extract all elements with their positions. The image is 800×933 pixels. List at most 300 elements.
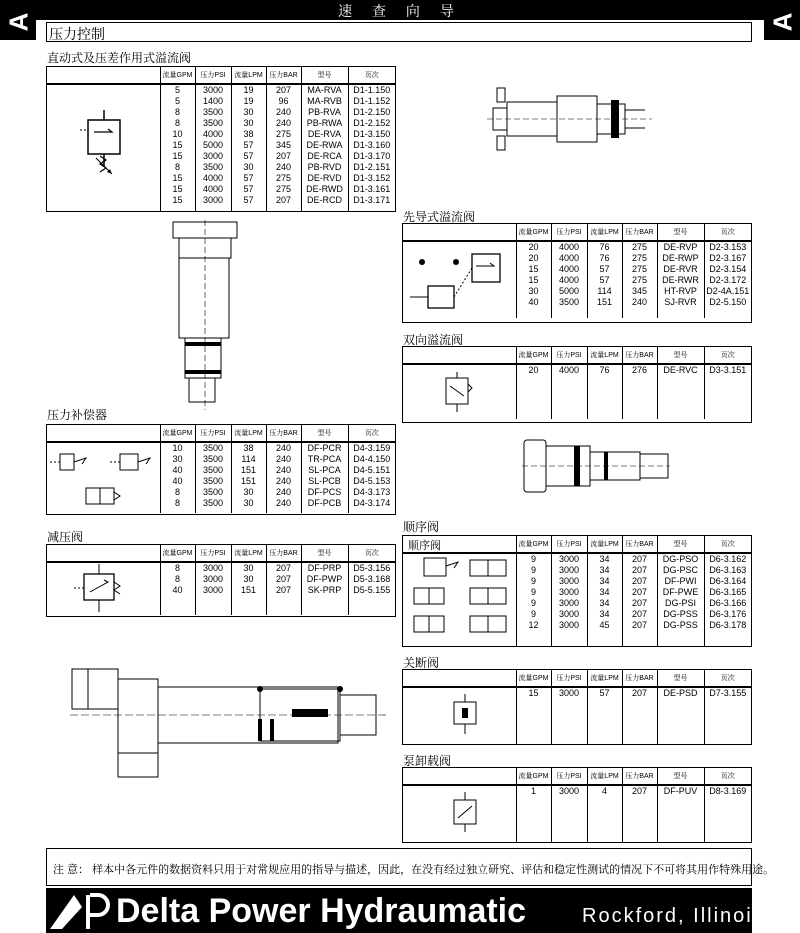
symbol-column-header <box>47 425 160 442</box>
column-header-lpm: 流量LPM <box>587 224 622 241</box>
table-cell: 3000 <box>202 195 224 205</box>
table-cell: 30 <box>243 107 254 117</box>
column-header-model: 型号 <box>657 224 704 241</box>
table-cell: 151 <box>596 297 613 307</box>
table-cell: 207 <box>631 688 648 698</box>
table-cell: DE-RVA <box>307 129 342 139</box>
column-values-page <box>704 687 751 744</box>
column-values-page <box>704 364 751 419</box>
table-cell: 57 <box>243 151 254 161</box>
table-cell: 151 <box>240 476 257 486</box>
column-values-model <box>301 442 348 513</box>
table-cell: 15 <box>172 173 183 183</box>
table-cell: 8 <box>174 563 180 573</box>
shutoff-valve-symbol <box>448 694 484 734</box>
column-header-lpm: 流量LPM <box>587 347 622 364</box>
column-values-model <box>301 562 348 615</box>
table-title-bidirectional-relief: 双向溢流阀 <box>403 333 464 347</box>
table-cell: 20 <box>528 365 539 375</box>
table-cell: 207 <box>631 786 648 796</box>
table-cell: 57 <box>243 173 254 183</box>
table-cell: 3000 <box>558 786 580 796</box>
table-cell: 3000 <box>558 565 580 575</box>
symbol-column-header <box>403 224 516 241</box>
pressure-reducing-symbol <box>70 564 136 612</box>
column-values-lpm <box>587 785 622 842</box>
table-cell: 4 <box>601 786 607 796</box>
table-cell: 207 <box>631 620 648 630</box>
table-cell: 34 <box>599 609 610 619</box>
column-header-psi: 压力PSI <box>551 768 587 785</box>
table-cell: 345 <box>275 140 292 150</box>
column-values-bar <box>622 553 657 646</box>
table-cell: 207 <box>631 576 648 586</box>
table-cell: DF-PCR <box>307 443 342 453</box>
table-cell: 8 <box>174 498 180 508</box>
brand-name: Delta Power Hydraumatic <box>116 892 527 930</box>
table-cell: D1-3.171 <box>353 195 391 205</box>
column-header-page: 页次 <box>348 425 395 442</box>
column-values-lpm <box>231 84 266 211</box>
table-cell: 40 <box>172 476 183 486</box>
table-cell: DE-RCA <box>307 151 342 161</box>
column-values-gpm <box>516 687 551 744</box>
table-cell: DF-PWE <box>662 587 699 597</box>
column-header-bar: 压力BAR <box>266 545 301 562</box>
column-values-psi <box>195 442 231 513</box>
table-cell: 240 <box>275 118 292 128</box>
table-cell: 10 <box>172 443 183 453</box>
table-cell: 275 <box>631 242 648 252</box>
column-header-lpm: 流量LPM <box>587 670 622 687</box>
column-values-bar <box>622 364 657 419</box>
table-cell: 3500 <box>202 465 224 475</box>
column-values-psi <box>195 562 231 615</box>
table-cell: DE-RWR <box>662 275 699 285</box>
table-cell: DG-PSO <box>662 554 699 564</box>
column-values-psi <box>551 364 587 419</box>
table-cell: 30 <box>243 487 254 497</box>
section-title-bar <box>46 22 752 42</box>
table-cell: 30 <box>528 286 539 296</box>
section-title: 压力控制 <box>49 26 105 42</box>
table-cell: 240 <box>275 487 292 497</box>
column-header-lpm: 流量LPM <box>231 425 266 442</box>
column-values-bar <box>266 442 301 513</box>
column-header-gpm: 流量GPM <box>160 545 195 562</box>
table-cell: DF-PWI <box>664 576 697 586</box>
column-values-gpm <box>516 553 551 646</box>
table-cell: 4000 <box>558 264 580 274</box>
table-cell: 240 <box>275 454 292 464</box>
table-cell: 275 <box>275 129 292 139</box>
table-cell: 3500 <box>202 476 224 486</box>
column-header-gpm: 流量GPM <box>516 536 551 553</box>
table-cell: 207 <box>275 151 292 161</box>
table-cell: 240 <box>275 465 292 475</box>
table-cell: 114 <box>241 454 256 464</box>
table-cell: 4000 <box>558 253 580 263</box>
table-cell: D7-3.155 <box>709 688 747 698</box>
table-cell: 40 <box>528 297 539 307</box>
symbol-column-header <box>47 67 160 84</box>
table-cell: D1-3.170 <box>353 151 391 161</box>
column-values-page <box>348 562 395 615</box>
table-cell: 1 <box>530 786 536 796</box>
table-cell: 34 <box>599 598 610 608</box>
table-cell: 30 <box>172 454 183 464</box>
column-header-psi: 压力PSI <box>551 536 587 553</box>
table-cell: 3000 <box>558 620 580 630</box>
table-cell: 207 <box>275 585 292 595</box>
table-cell: MA-RVB <box>307 96 342 106</box>
table-cell: D2-3.172 <box>709 275 747 285</box>
table-cell: 3500 <box>558 297 580 307</box>
table-cell: D6-3.163 <box>709 565 747 575</box>
header-title: 速 查 向 导 <box>338 3 462 19</box>
table-cell: 96 <box>278 96 289 106</box>
table-cell: D4-3.173 <box>353 487 391 497</box>
top-header-bar <box>0 0 800 20</box>
table-cell: 207 <box>631 587 648 597</box>
table-cell: DG-PSS <box>663 609 698 619</box>
table-cell: 207 <box>631 554 648 564</box>
footer-bar <box>46 888 765 933</box>
table-cell: 207 <box>631 565 648 575</box>
table-cell: 76 <box>599 365 610 375</box>
column-values-page <box>704 241 751 318</box>
column-values-lpm <box>231 562 266 615</box>
table-cell: 3000 <box>202 574 224 584</box>
column-values-psi <box>551 241 587 318</box>
column-values-page <box>704 553 751 646</box>
table-cell: 8 <box>174 162 180 172</box>
table-cell: 275 <box>631 264 648 274</box>
tab-letter-right: A <box>764 4 800 40</box>
column-header-psi: 压力PSI <box>551 670 587 687</box>
table-cell: DE-RWD <box>306 184 343 194</box>
table-cell: D1-3.161 <box>353 184 391 194</box>
table-cell: 30 <box>243 563 254 573</box>
table-cell: D5-3.156 <box>353 563 391 573</box>
column-values-bar <box>266 562 301 615</box>
column-header-bar: 压力BAR <box>266 67 301 84</box>
table-cell: DE-PSD <box>663 688 698 698</box>
table-cell: 57 <box>599 275 610 285</box>
table-cell: 5 <box>174 85 180 95</box>
table-cell: PB-RVA <box>308 107 341 117</box>
table-cell: 240 <box>631 297 648 307</box>
column-header-model: 型号 <box>657 670 704 687</box>
table-cell: 207 <box>631 609 648 619</box>
table-cell: 207 <box>275 195 292 205</box>
table-cell: 3000 <box>558 587 580 597</box>
table-cell: 34 <box>599 576 610 586</box>
table-cell: SL-PCA <box>308 465 341 475</box>
column-values-model <box>301 84 348 211</box>
column-values-psi <box>551 687 587 744</box>
column-values-lpm <box>587 553 622 646</box>
table-cell: 9 <box>530 598 536 608</box>
table-cell: 57 <box>243 184 254 194</box>
table-cell: 3000 <box>202 85 224 95</box>
column-header-lpm: 流量LPM <box>231 545 266 562</box>
table-cell: 8 <box>174 118 180 128</box>
table-cell: D6-3.166 <box>709 598 747 608</box>
column-header-page: 页次 <box>348 67 395 84</box>
table-cell: HT-RVP <box>664 286 697 296</box>
column-values-gpm <box>160 84 195 211</box>
table-cell: D6-3.178 <box>709 620 747 630</box>
sequence-valve-symbols <box>404 552 516 644</box>
table-cell: 15 <box>528 275 539 285</box>
table-cell: 15 <box>528 688 539 698</box>
table-cell: 3000 <box>558 609 580 619</box>
table-cell: DE-RWA <box>306 140 343 150</box>
table-cell: D2-5.150 <box>709 297 747 307</box>
table-cell: 207 <box>275 85 292 95</box>
table-cell: 3000 <box>558 554 580 564</box>
table-cell: 9 <box>530 609 536 619</box>
column-values-page <box>348 84 395 211</box>
column-values-model <box>657 364 704 419</box>
table-cell: D4-5.153 <box>353 476 391 486</box>
column-header-gpm: 流量GPM <box>516 347 551 364</box>
table-cell: 151 <box>240 585 257 595</box>
table-cell: 9 <box>530 587 536 597</box>
column-header-gpm: 流量GPM <box>160 425 195 442</box>
table-cell: D2-3.167 <box>709 253 747 263</box>
table-cell: TR-PCA <box>307 454 342 464</box>
table-cell: 151 <box>240 465 257 475</box>
table-cell: 30 <box>243 574 254 584</box>
column-values-page <box>704 785 751 842</box>
table-cell: SL-PCB <box>308 476 341 486</box>
table-cell: 20 <box>528 242 539 252</box>
table-cell: 57 <box>599 688 610 698</box>
table-title-pilot-relief: 先导式溢流阀 <box>403 210 476 224</box>
column-header-model: 型号 <box>657 768 704 785</box>
table-title-sequence: 顺序阀 <box>403 520 440 534</box>
table-cell: 10 <box>172 129 183 139</box>
table-cell: D1-2.152 <box>353 118 391 128</box>
table-cell: 8 <box>174 487 180 497</box>
table-cell: D1-2.150 <box>353 107 391 117</box>
column-values-psi <box>195 84 231 211</box>
pilot-relief-symbol <box>410 248 510 318</box>
table-cell: 15 <box>172 140 183 150</box>
table-cell: D2-3.153 <box>709 242 747 252</box>
table-cell: 5000 <box>558 286 580 296</box>
pressure-compensator-symbols <box>50 448 158 512</box>
table-cell: D1-1.152 <box>353 96 391 106</box>
table-cell: 4000 <box>558 275 580 285</box>
column-values-model <box>657 241 704 318</box>
table-cell: 240 <box>275 107 292 117</box>
table-cell: 3000 <box>202 563 224 573</box>
table-cell: 34 <box>599 554 610 564</box>
column-header-psi: 压力PSI <box>195 425 231 442</box>
table-cell: 5000 <box>202 140 224 150</box>
column-values-gpm <box>516 364 551 419</box>
table-cell: 275 <box>275 184 292 194</box>
table-cell: 8 <box>174 107 180 117</box>
column-header-page: 页次 <box>704 224 751 241</box>
table-cell: 5 <box>174 96 180 106</box>
table-cell: DE-RVR <box>663 264 698 274</box>
table-cell: 275 <box>275 173 292 183</box>
table-cell: 9 <box>530 576 536 586</box>
column-values-gpm <box>516 241 551 318</box>
relief-valve-symbol <box>70 110 140 180</box>
table-cell: 4000 <box>202 129 224 139</box>
table-cell: 9 <box>530 565 536 575</box>
table-cell: DE-RCD <box>307 195 342 205</box>
table-cell: SK-PRP <box>307 585 342 595</box>
table-cell: 30 <box>243 118 254 128</box>
column-header-lpm: 流量LPM <box>231 67 266 84</box>
symbol-column-header <box>403 347 516 364</box>
table-cell: D3-3.151 <box>709 365 747 375</box>
table-cell: 9 <box>530 554 536 564</box>
table-cell: 114 <box>597 286 612 296</box>
table-cell: D6-3.162 <box>709 554 747 564</box>
table-cell: 207 <box>275 563 292 573</box>
table-cell: 4000 <box>558 242 580 252</box>
table-cell: PB-RVD <box>307 162 342 172</box>
column-header-page: 页次 <box>348 545 395 562</box>
cartridge-valve-drawing-1 <box>487 82 657 162</box>
column-values-lpm <box>231 442 266 513</box>
table-cell: DF-PCB <box>307 498 342 508</box>
table-cell: DG-PSS <box>663 620 698 630</box>
column-header-bar: 压力BAR <box>622 768 657 785</box>
note-box <box>46 848 775 886</box>
column-header-gpm: 流量GPM <box>516 670 551 687</box>
table-cell: DE-RVC <box>663 365 698 375</box>
column-header-gpm: 流量GPM <box>160 67 195 84</box>
table-cell: 3500 <box>202 498 224 508</box>
table-cell: 275 <box>631 275 648 285</box>
column-header-bar: 压力BAR <box>622 347 657 364</box>
column-values-model <box>657 785 704 842</box>
cartridge-valve-drawing-2 <box>165 220 245 410</box>
column-header-model: 型号 <box>657 347 704 364</box>
company-logo <box>48 891 110 931</box>
table-cell: 15 <box>172 195 183 205</box>
table-cell: 3000 <box>558 598 580 608</box>
table-cell: 4000 <box>202 184 224 194</box>
table-cell: 19 <box>243 85 254 95</box>
table-cell: 3500 <box>202 107 224 117</box>
table-cell: DG-PSC <box>662 565 698 575</box>
column-values-bar <box>622 687 657 744</box>
table-cell: D6-3.165 <box>709 587 747 597</box>
table-cell: 19 <box>243 96 254 106</box>
table-cell: D2-4A.151 <box>706 286 750 296</box>
column-header-bar: 压力BAR <box>622 536 657 553</box>
table-cell: 15 <box>528 264 539 274</box>
table-cell: 345 <box>631 286 648 296</box>
table-cell: DE-RVD <box>307 173 342 183</box>
symbol-column-header <box>403 768 516 785</box>
column-header-gpm: 流量GPM <box>516 768 551 785</box>
table-cell: 240 <box>275 443 292 453</box>
column-header-page: 页次 <box>704 347 751 364</box>
table-cell: 38 <box>243 129 254 139</box>
table-cell: 275 <box>631 253 648 263</box>
column-header-model: 型号 <box>657 536 704 553</box>
column-values-lpm <box>587 241 622 318</box>
table-cell: 3500 <box>202 443 224 453</box>
table-cell: 76 <box>599 242 610 252</box>
table-cell: 8 <box>174 574 180 584</box>
column-header-bar: 压力BAR <box>622 224 657 241</box>
table-cell: DF-PRP <box>307 563 342 573</box>
column-header-lpm: 流量LPM <box>587 536 622 553</box>
column-header-page: 页次 <box>704 536 751 553</box>
table-title-pressure-compensator: 压力补偿器 <box>47 408 108 422</box>
cartridge-valve-drawing-3 <box>522 430 670 502</box>
table-cell: 76 <box>599 253 610 263</box>
table-cell: MA-RVA <box>307 85 342 95</box>
column-values-bar <box>266 84 301 211</box>
table-cell: 57 <box>599 264 610 274</box>
column-values-gpm <box>160 562 195 615</box>
sequence-inner-label: 顺序阀 <box>408 540 441 552</box>
column-values-model <box>657 553 704 646</box>
table-cell: 30 <box>243 498 254 508</box>
column-header-psi: 压力PSI <box>195 67 231 84</box>
column-values-lpm <box>587 364 622 419</box>
bidirectional-relief-symbol <box>438 372 478 412</box>
table-cell: DE-RVP <box>663 242 698 252</box>
column-header-psi: 压力PSI <box>195 545 231 562</box>
column-values-bar <box>622 241 657 318</box>
table-cell: SJ-RVR <box>664 297 697 307</box>
table-cell: 40 <box>172 465 183 475</box>
column-header-model: 型号 <box>301 545 348 562</box>
column-values-lpm <box>587 687 622 744</box>
table-cell: 45 <box>599 620 610 630</box>
column-header-psi: 压力PSI <box>551 224 587 241</box>
table-cell: DG-PSI <box>664 598 696 608</box>
column-values-gpm <box>516 785 551 842</box>
table-cell: 15 <box>172 151 183 161</box>
table-cell: 3500 <box>202 162 224 172</box>
column-values-page <box>348 442 395 513</box>
column-header-gpm: 流量GPM <box>516 224 551 241</box>
table-cell: 240 <box>275 476 292 486</box>
table-cell: 57 <box>243 195 254 205</box>
table-cell: 207 <box>631 598 648 608</box>
table-cell: D4-3.174 <box>353 498 391 508</box>
table-cell: D4-4.150 <box>353 454 391 464</box>
table-cell: D1-2.151 <box>353 162 391 172</box>
table-cell: D2-3.154 <box>709 264 747 274</box>
column-header-model: 型号 <box>301 425 348 442</box>
tab-letter-left: A <box>0 4 36 40</box>
column-header-page: 页次 <box>704 670 751 687</box>
table-cell: 276 <box>631 365 648 375</box>
table-cell: 3000 <box>202 585 224 595</box>
table-cell: 3000 <box>558 688 580 698</box>
cartridge-valve-drawing-4 <box>70 665 390 780</box>
table-cell: DF-PWP <box>306 574 343 584</box>
table-cell: 12 <box>528 620 539 630</box>
table-cell: D1-1.150 <box>353 85 391 95</box>
table-cell: 34 <box>599 587 610 597</box>
